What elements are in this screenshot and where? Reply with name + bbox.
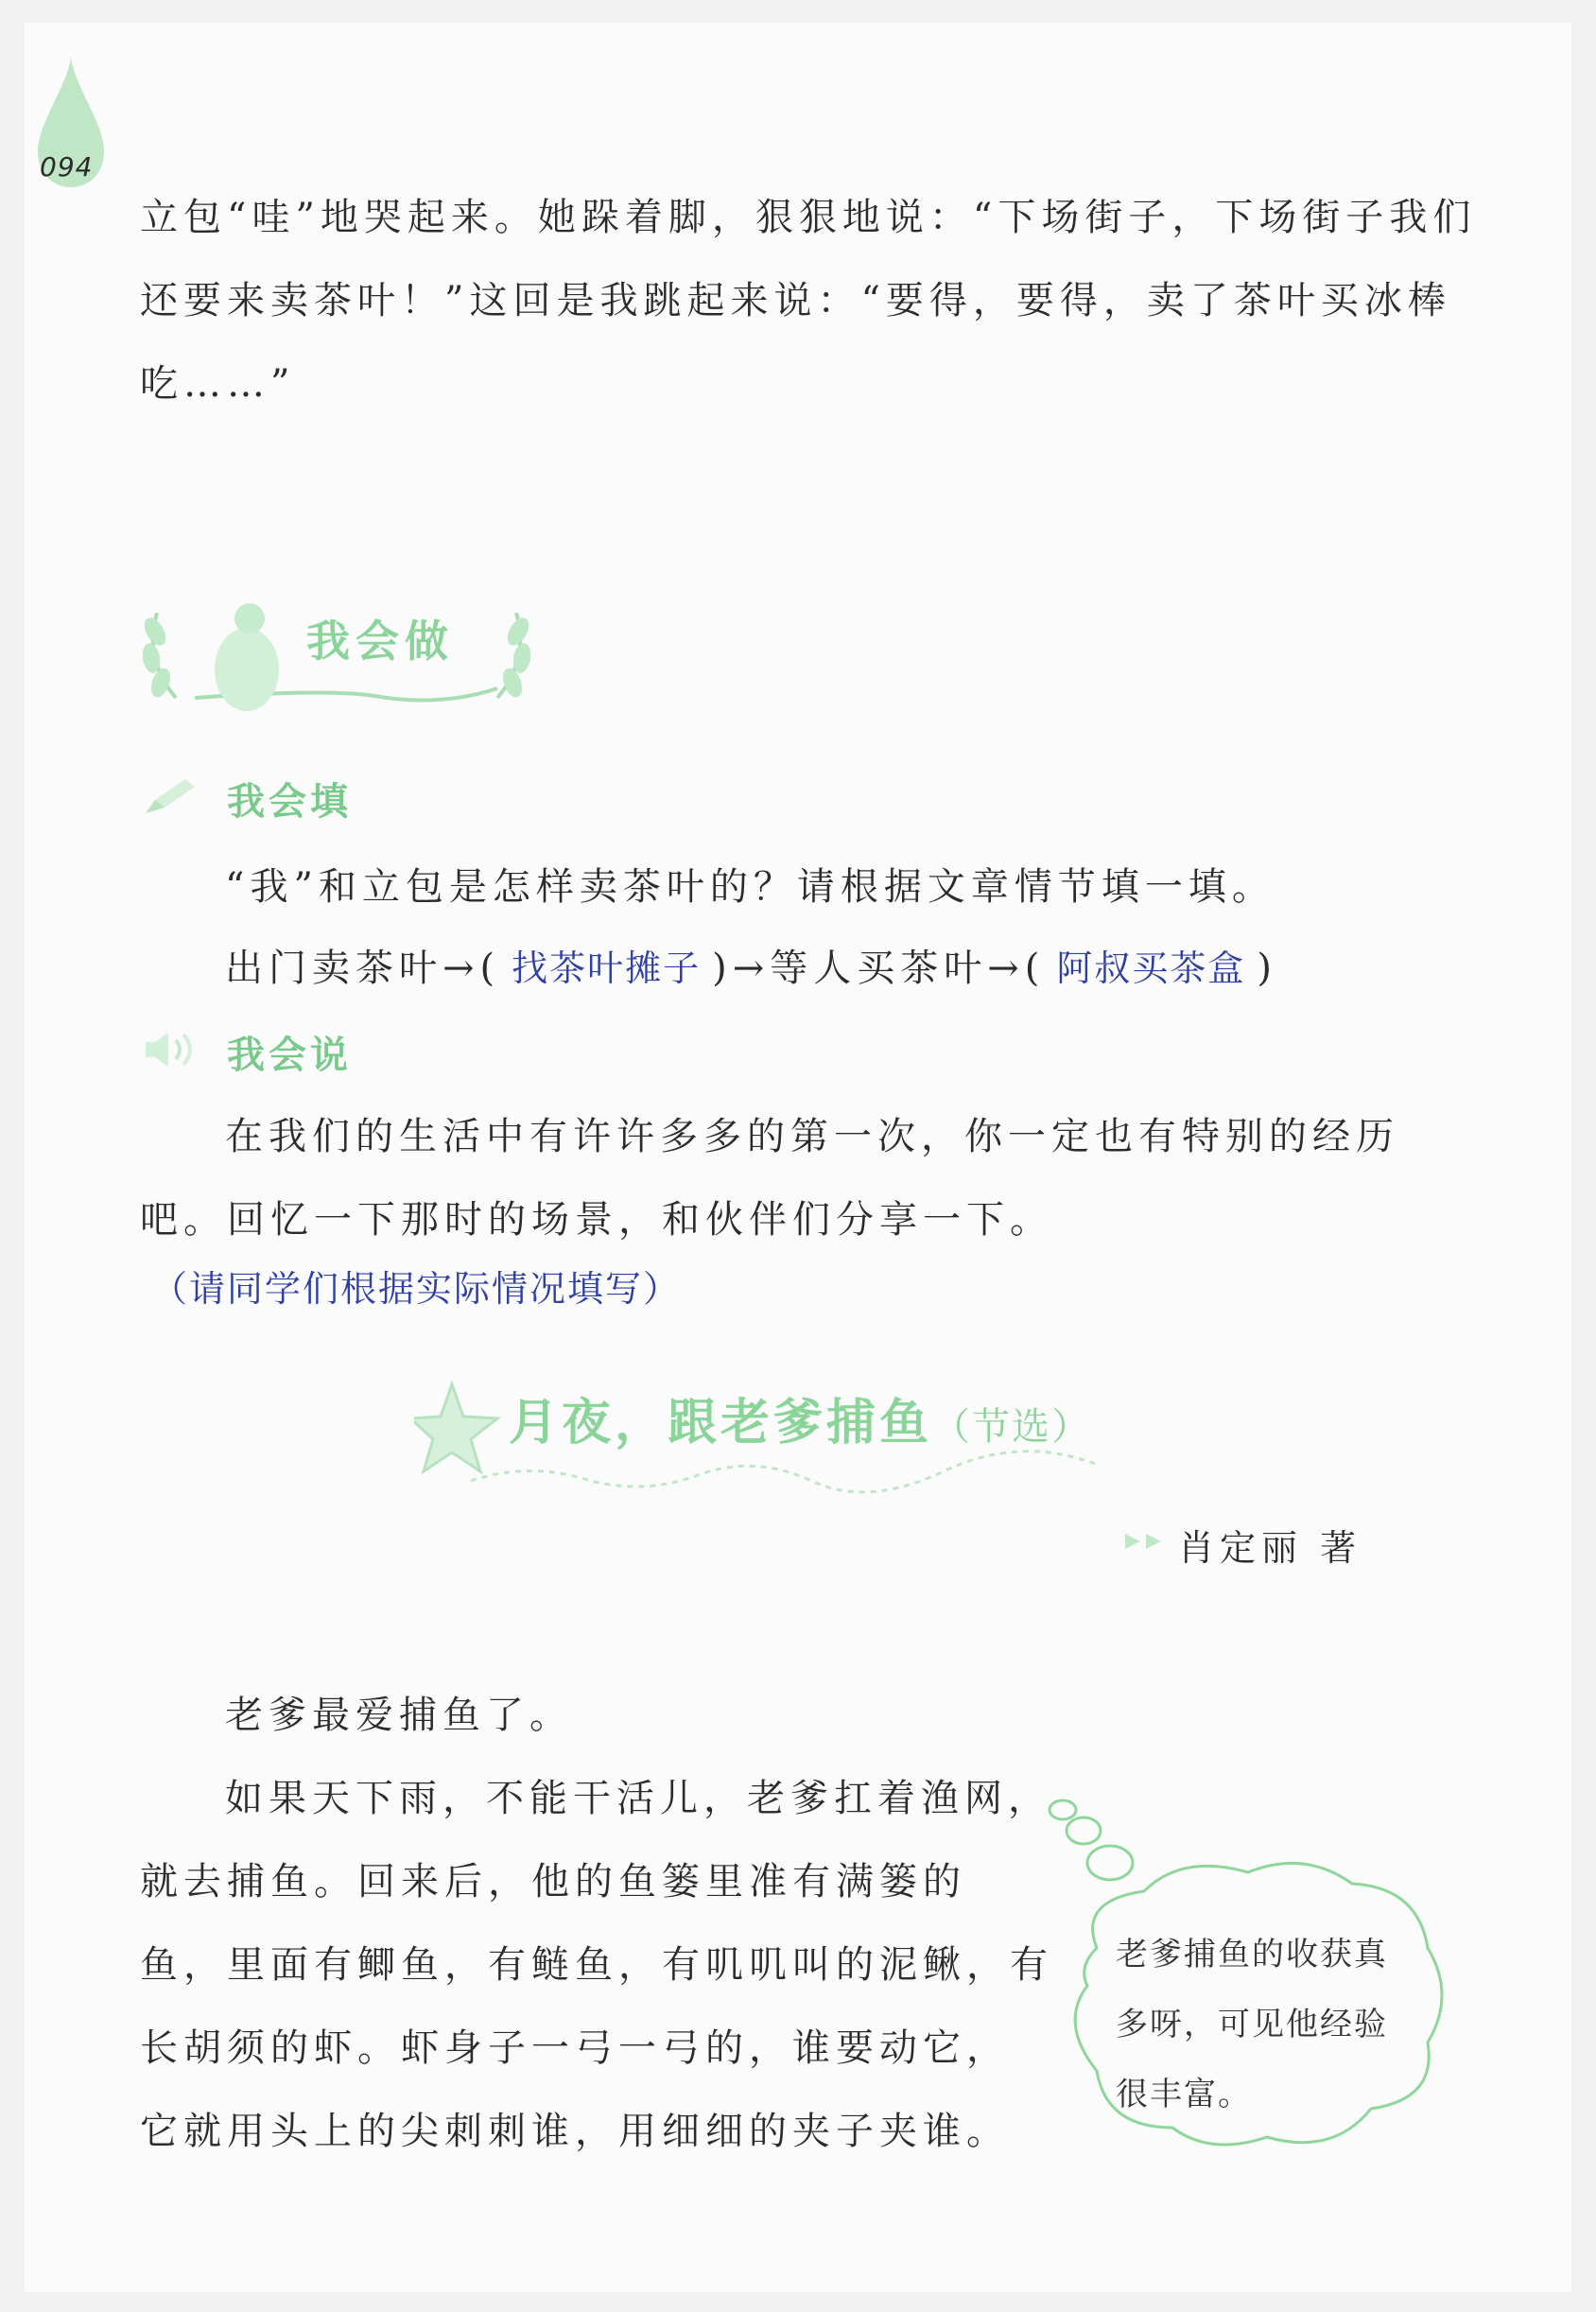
arrow-marker-icon [1125,1532,1169,1551]
bubble-text [1116,1920,1418,2129]
story-line-2: 如果天下雨，不能干活儿，老爹扛着渔网， [225,1777,1051,1820]
story-line-5: 长胡须的虾。虾身子一弓一弓的，谁要动它， [140,2026,1010,2070]
answer-2: 阿叔买茶盒 [1056,947,1246,989]
page-number: 094 [40,151,94,183]
chain-start: 出门卖茶叶→( [225,947,501,990]
prev-story-line-3: 吃……” [140,362,296,406]
story-paragraph-1: 老爹最爱捕鱼了。 [225,1694,573,1737]
speak-line-1: 在我们的生活中有许许多多的第一次，你一定也有特别的经历 [225,1115,1399,1158]
story-title-block [414,1377,1133,1509]
story-line-6: 它就用头上的尖刺刺谁，用细细的夹子夹谁。 [140,2110,1010,2153]
bubble-line-3: 很丰富。 [1116,2076,1252,2113]
bubble-line-1: 老爹捕鱼的收获真 [1116,1936,1388,1973]
pencil-icon [142,775,199,817]
speak-heading: 我会说 [227,1034,352,1077]
section-banner [138,575,535,736]
story-title [509,1382,1091,1453]
banner-title: 我会做 [306,616,454,667]
story-line-3: 就去捕鱼。回来后，他的鱼篓里准有满篓的 [140,1860,966,1903]
story-line-4: 鱼，里面有鲫鱼，有鲢鱼，有叽叽叫的泥鳅，有 [140,1943,1053,1987]
speak-answer-note: （请同学们根据实际情况填写） [151,1268,682,1310]
chain-mid: )→等人买茶叶→( [712,947,1046,990]
answer-1: 找茶叶摊子 [512,947,702,989]
story-author: 肖定丽 著 [1178,1527,1362,1569]
prev-story-line-1: 立包“哇”地哭起来。她跺着脚，狠狠地说：“下场街子，下场街子我们 [140,196,1477,239]
speak-line-2: 吧。回忆一下那时的场景，和伙伴们分享一下。 [140,1198,1053,1242]
fill-chain [225,927,1277,1010]
prev-story-line-2: 还要来卖茶叶！”这回是我跳起来说：“要得，要得，卖了茶叶买冰棒 [140,279,1451,322]
story-title-suffix: （节选） [932,1405,1092,1449]
chain-end: ) [1257,947,1278,990]
fill-heading: 我会填 [227,780,352,824]
fill-question: “我”和立包是怎样卖茶叶的？请根据文章情节填一填。 [225,865,1275,909]
speaker-icon [142,1031,200,1069]
page-number-badge [36,57,106,189]
story-title-text: 月夜，跟老爹捕鱼 [509,1395,933,1452]
bubble-line-2: 多呀，可见他经验 [1116,2006,1388,2043]
